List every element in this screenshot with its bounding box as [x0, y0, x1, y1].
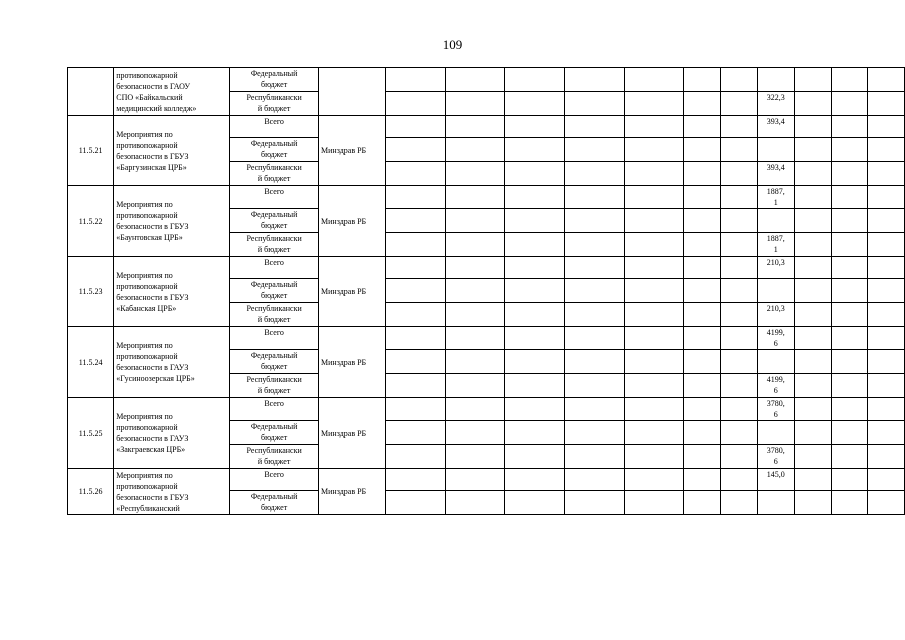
value-cell [624, 92, 684, 116]
value-cell [831, 162, 868, 186]
value-cell [720, 162, 757, 186]
value-cell [868, 398, 905, 421]
value-cell [684, 209, 721, 233]
value-cell [624, 398, 684, 421]
item-code: 11.5.21 [68, 116, 114, 186]
value-cell [868, 303, 905, 327]
value-cell [868, 233, 905, 257]
funding-source: Федеральный бюджет [230, 350, 319, 374]
value-cell [720, 469, 757, 491]
value-cell [445, 138, 505, 162]
value-cell: 1887, 1 [757, 186, 794, 209]
value-cell: 3780, 6 [757, 398, 794, 421]
value-cell [794, 186, 831, 209]
item-name: Мероприятия по противопожарной безопасности в ГАУЗ «Закграевская ЦРБ» [114, 398, 230, 469]
item-code: 11.5.25 [68, 398, 114, 469]
value-cell [831, 68, 868, 92]
value-cell [720, 421, 757, 445]
executor: Минздрав РБ [319, 398, 386, 469]
value-cell [684, 421, 721, 445]
value-cell [385, 491, 445, 515]
value-cell [868, 92, 905, 116]
funding-source: Республикански й бюджет [230, 374, 319, 398]
value-cell [624, 209, 684, 233]
value-cell [720, 233, 757, 257]
value-cell: 393,4 [757, 116, 794, 138]
value-cell [445, 92, 505, 116]
value-cell [831, 233, 868, 257]
funding-source: Всего [230, 116, 319, 138]
value-cell [564, 116, 624, 138]
value-cell [505, 186, 565, 209]
value-cell [385, 186, 445, 209]
value-cell [445, 116, 505, 138]
item-name: Мероприятия по противопожарной безопасности в ГБУЗ «Баунтовская ЦРБ» [114, 186, 230, 257]
value-cell [564, 303, 624, 327]
value-cell [505, 162, 565, 186]
value-cell [831, 421, 868, 445]
value-cell [445, 445, 505, 469]
value-cell [385, 327, 445, 350]
value-cell [794, 469, 831, 491]
value-cell [624, 327, 684, 350]
value-cell [868, 491, 905, 515]
value-cell [720, 327, 757, 350]
value-cell [505, 233, 565, 257]
value-cell [385, 138, 445, 162]
value-cell [720, 303, 757, 327]
value-cell [505, 350, 565, 374]
value-cell [445, 421, 505, 445]
value-cell [684, 233, 721, 257]
value-cell [794, 233, 831, 257]
value-cell [794, 445, 831, 469]
value-cell [794, 138, 831, 162]
value-cell [385, 279, 445, 303]
value-cell [564, 350, 624, 374]
value-cell [505, 445, 565, 469]
value-cell [445, 257, 505, 279]
value-cell [757, 491, 794, 515]
value-cell [684, 186, 721, 209]
funding-source: Республикански й бюджет [230, 303, 319, 327]
value-cell [868, 209, 905, 233]
value-cell [684, 469, 721, 491]
value-cell [385, 68, 445, 92]
value-cell [831, 186, 868, 209]
value-cell: 3780, 6 [757, 445, 794, 469]
item-name: Мероприятия по противопожарной безопасности в ГБУЗ «Республиканский [114, 469, 230, 515]
value-cell [564, 233, 624, 257]
value-cell [684, 398, 721, 421]
value-cell [385, 116, 445, 138]
value-cell [385, 421, 445, 445]
value-cell [794, 257, 831, 279]
value-cell [385, 445, 445, 469]
executor [319, 68, 386, 116]
value-cell: 393,4 [757, 162, 794, 186]
executor: Минздрав РБ [319, 186, 386, 257]
value-cell [505, 138, 565, 162]
value-cell [831, 279, 868, 303]
value-cell [445, 327, 505, 350]
value-cell [684, 350, 721, 374]
value-cell [868, 138, 905, 162]
value-cell [624, 303, 684, 327]
value-cell [720, 68, 757, 92]
value-cell [564, 257, 624, 279]
value-cell [794, 421, 831, 445]
item-code: 11.5.26 [68, 469, 114, 515]
value-cell [868, 257, 905, 279]
value-cell [684, 138, 721, 162]
value-cell [720, 209, 757, 233]
value-cell [720, 398, 757, 421]
value-cell [505, 279, 565, 303]
value-cell [385, 209, 445, 233]
value-cell [720, 279, 757, 303]
value-cell [505, 327, 565, 350]
funding-source: Всего [230, 398, 319, 421]
funding-source: Республикански й бюджет [230, 162, 319, 186]
executor: Минздрав РБ [319, 116, 386, 186]
value-cell [720, 116, 757, 138]
value-cell [794, 116, 831, 138]
value-cell [624, 350, 684, 374]
table-row [68, 469, 905, 491]
value-cell [831, 491, 868, 515]
value-cell [445, 209, 505, 233]
value-cell [385, 469, 445, 491]
value-cell [684, 68, 721, 92]
value-cell [385, 398, 445, 421]
value-cell [385, 303, 445, 327]
value-cell [624, 491, 684, 515]
value-cell [564, 162, 624, 186]
value-cell [445, 374, 505, 398]
value-cell [684, 445, 721, 469]
item-code: 11.5.23 [68, 257, 114, 327]
value-cell [505, 116, 565, 138]
value-cell [505, 92, 565, 116]
value-cell [564, 469, 624, 491]
funding-source: Республикански й бюджет [230, 445, 319, 469]
value-cell [564, 68, 624, 92]
value-cell [445, 491, 505, 515]
value-cell [794, 350, 831, 374]
value-cell [831, 327, 868, 350]
value-cell [505, 303, 565, 327]
value-cell [445, 279, 505, 303]
value-cell [385, 374, 445, 398]
item-name: Мероприятия по противопожарной безопасности в ГБУЗ «Кабанская ЦРБ» [114, 257, 230, 327]
value-cell [794, 374, 831, 398]
value-cell [868, 162, 905, 186]
funding-source: Федеральный бюджет [230, 209, 319, 233]
value-cell [505, 209, 565, 233]
executor: Минздрав РБ [319, 257, 386, 327]
value-cell [720, 491, 757, 515]
funding-source: Федеральный бюджет [230, 68, 319, 92]
value-cell [831, 374, 868, 398]
value-cell [684, 491, 721, 515]
value-cell: 322,3 [757, 92, 794, 116]
value-cell [445, 186, 505, 209]
value-cell [684, 374, 721, 398]
value-cell [624, 421, 684, 445]
value-cell [445, 233, 505, 257]
value-cell [564, 421, 624, 445]
value-cell [564, 138, 624, 162]
funding-source: Республикански й бюджет [230, 233, 319, 257]
funding-source: Всего [230, 257, 319, 279]
funding-source: Республикански й бюджет [230, 92, 319, 116]
value-cell [868, 116, 905, 138]
value-cell [624, 374, 684, 398]
value-cell [445, 162, 505, 186]
value-cell [684, 116, 721, 138]
value-cell [794, 92, 831, 116]
value-cell [505, 374, 565, 398]
value-cell [564, 398, 624, 421]
value-cell [624, 233, 684, 257]
value-cell [868, 279, 905, 303]
value-cell [794, 491, 831, 515]
item-code [68, 68, 114, 116]
value-cell [720, 138, 757, 162]
value-cell [445, 469, 505, 491]
value-cell [564, 327, 624, 350]
value-cell [720, 257, 757, 279]
table-row [68, 327, 905, 350]
value-cell [624, 445, 684, 469]
value-cell [831, 257, 868, 279]
value-cell [564, 209, 624, 233]
value-cell [624, 138, 684, 162]
funding-source: Федеральный бюджет [230, 491, 319, 515]
value-cell [684, 162, 721, 186]
value-cell: 4199, 6 [757, 374, 794, 398]
value-cell [757, 350, 794, 374]
value-cell [831, 138, 868, 162]
funding-source: Федеральный бюджет [230, 279, 319, 303]
value-cell: 4199, 6 [757, 327, 794, 350]
value-cell [831, 350, 868, 374]
funding-source: Федеральный бюджет [230, 138, 319, 162]
value-cell [385, 233, 445, 257]
value-cell [831, 445, 868, 469]
value-cell [757, 279, 794, 303]
value-cell: 1887, 1 [757, 233, 794, 257]
value-cell [720, 350, 757, 374]
value-cell [684, 92, 721, 116]
value-cell [505, 469, 565, 491]
executor: Минздрав РБ [319, 327, 386, 398]
value-cell [564, 92, 624, 116]
value-cell [385, 92, 445, 116]
item-code: 11.5.22 [68, 186, 114, 257]
value-cell [684, 303, 721, 327]
value-cell [757, 138, 794, 162]
value-cell [868, 445, 905, 469]
funding-source: Всего [230, 327, 319, 350]
value-cell [385, 162, 445, 186]
value-cell [720, 374, 757, 398]
funding-source: Всего [230, 186, 319, 209]
value-cell [868, 350, 905, 374]
value-cell [684, 257, 721, 279]
item-code: 11.5.24 [68, 327, 114, 398]
value-cell [868, 186, 905, 209]
value-cell [684, 279, 721, 303]
value-cell [385, 257, 445, 279]
item-name: Мероприятия по противопожарной безопасности в ГБУЗ «Баргузинская ЦРБ» [114, 116, 230, 186]
value-cell [831, 469, 868, 491]
table-row [68, 116, 905, 138]
value-cell: 145,0 [757, 469, 794, 491]
table-row [68, 257, 905, 279]
value-cell [564, 279, 624, 303]
value-cell [757, 421, 794, 445]
value-cell [720, 445, 757, 469]
table-row [68, 186, 905, 209]
item-name: Мероприятия по противопожарной безопасности в ГАУЗ «Гусиноозерская ЦРБ» [114, 327, 230, 398]
table-row [68, 398, 905, 421]
value-cell [445, 303, 505, 327]
value-cell [868, 421, 905, 445]
value-cell [757, 209, 794, 233]
value-cell [624, 257, 684, 279]
value-cell [794, 279, 831, 303]
value-cell [505, 257, 565, 279]
value-cell [794, 303, 831, 327]
value-cell [564, 491, 624, 515]
value-cell [794, 68, 831, 92]
value-cell [445, 68, 505, 92]
value-cell [385, 350, 445, 374]
value-cell [624, 68, 684, 92]
executor: Минздрав РБ [319, 469, 386, 515]
value-cell [794, 209, 831, 233]
value-cell [868, 374, 905, 398]
value-cell [757, 68, 794, 92]
value-cell [684, 327, 721, 350]
value-cell [794, 398, 831, 421]
funding-source: Федеральный бюджет [230, 421, 319, 445]
value-cell [564, 445, 624, 469]
value-cell [505, 491, 565, 515]
value-cell [868, 327, 905, 350]
value-cell [624, 279, 684, 303]
value-cell [505, 68, 565, 92]
value-cell [831, 92, 868, 116]
value-cell [831, 116, 868, 138]
value-cell [794, 327, 831, 350]
value-cell [624, 186, 684, 209]
value-cell [720, 92, 757, 116]
value-cell [624, 116, 684, 138]
value-cell [564, 374, 624, 398]
value-cell [794, 162, 831, 186]
value-cell [868, 68, 905, 92]
value-cell: 210,3 [757, 257, 794, 279]
value-cell [505, 398, 565, 421]
value-cell [445, 398, 505, 421]
value-cell [720, 186, 757, 209]
value-cell [831, 398, 868, 421]
value-cell [564, 186, 624, 209]
value-cell [831, 303, 868, 327]
value-cell [831, 209, 868, 233]
funding-table [67, 67, 905, 515]
value-cell [505, 421, 565, 445]
value-cell [445, 350, 505, 374]
item-name: противопожарной безопасности в ГАОУ СПО «Байкальский медицинский колледж» [114, 68, 230, 116]
funding-source: Всего [230, 469, 319, 491]
value-cell [868, 469, 905, 491]
table-row [68, 68, 905, 92]
value-cell [624, 162, 684, 186]
value-cell: 210,3 [757, 303, 794, 327]
value-cell [624, 469, 684, 491]
page-number: 109 [442, 37, 463, 52]
